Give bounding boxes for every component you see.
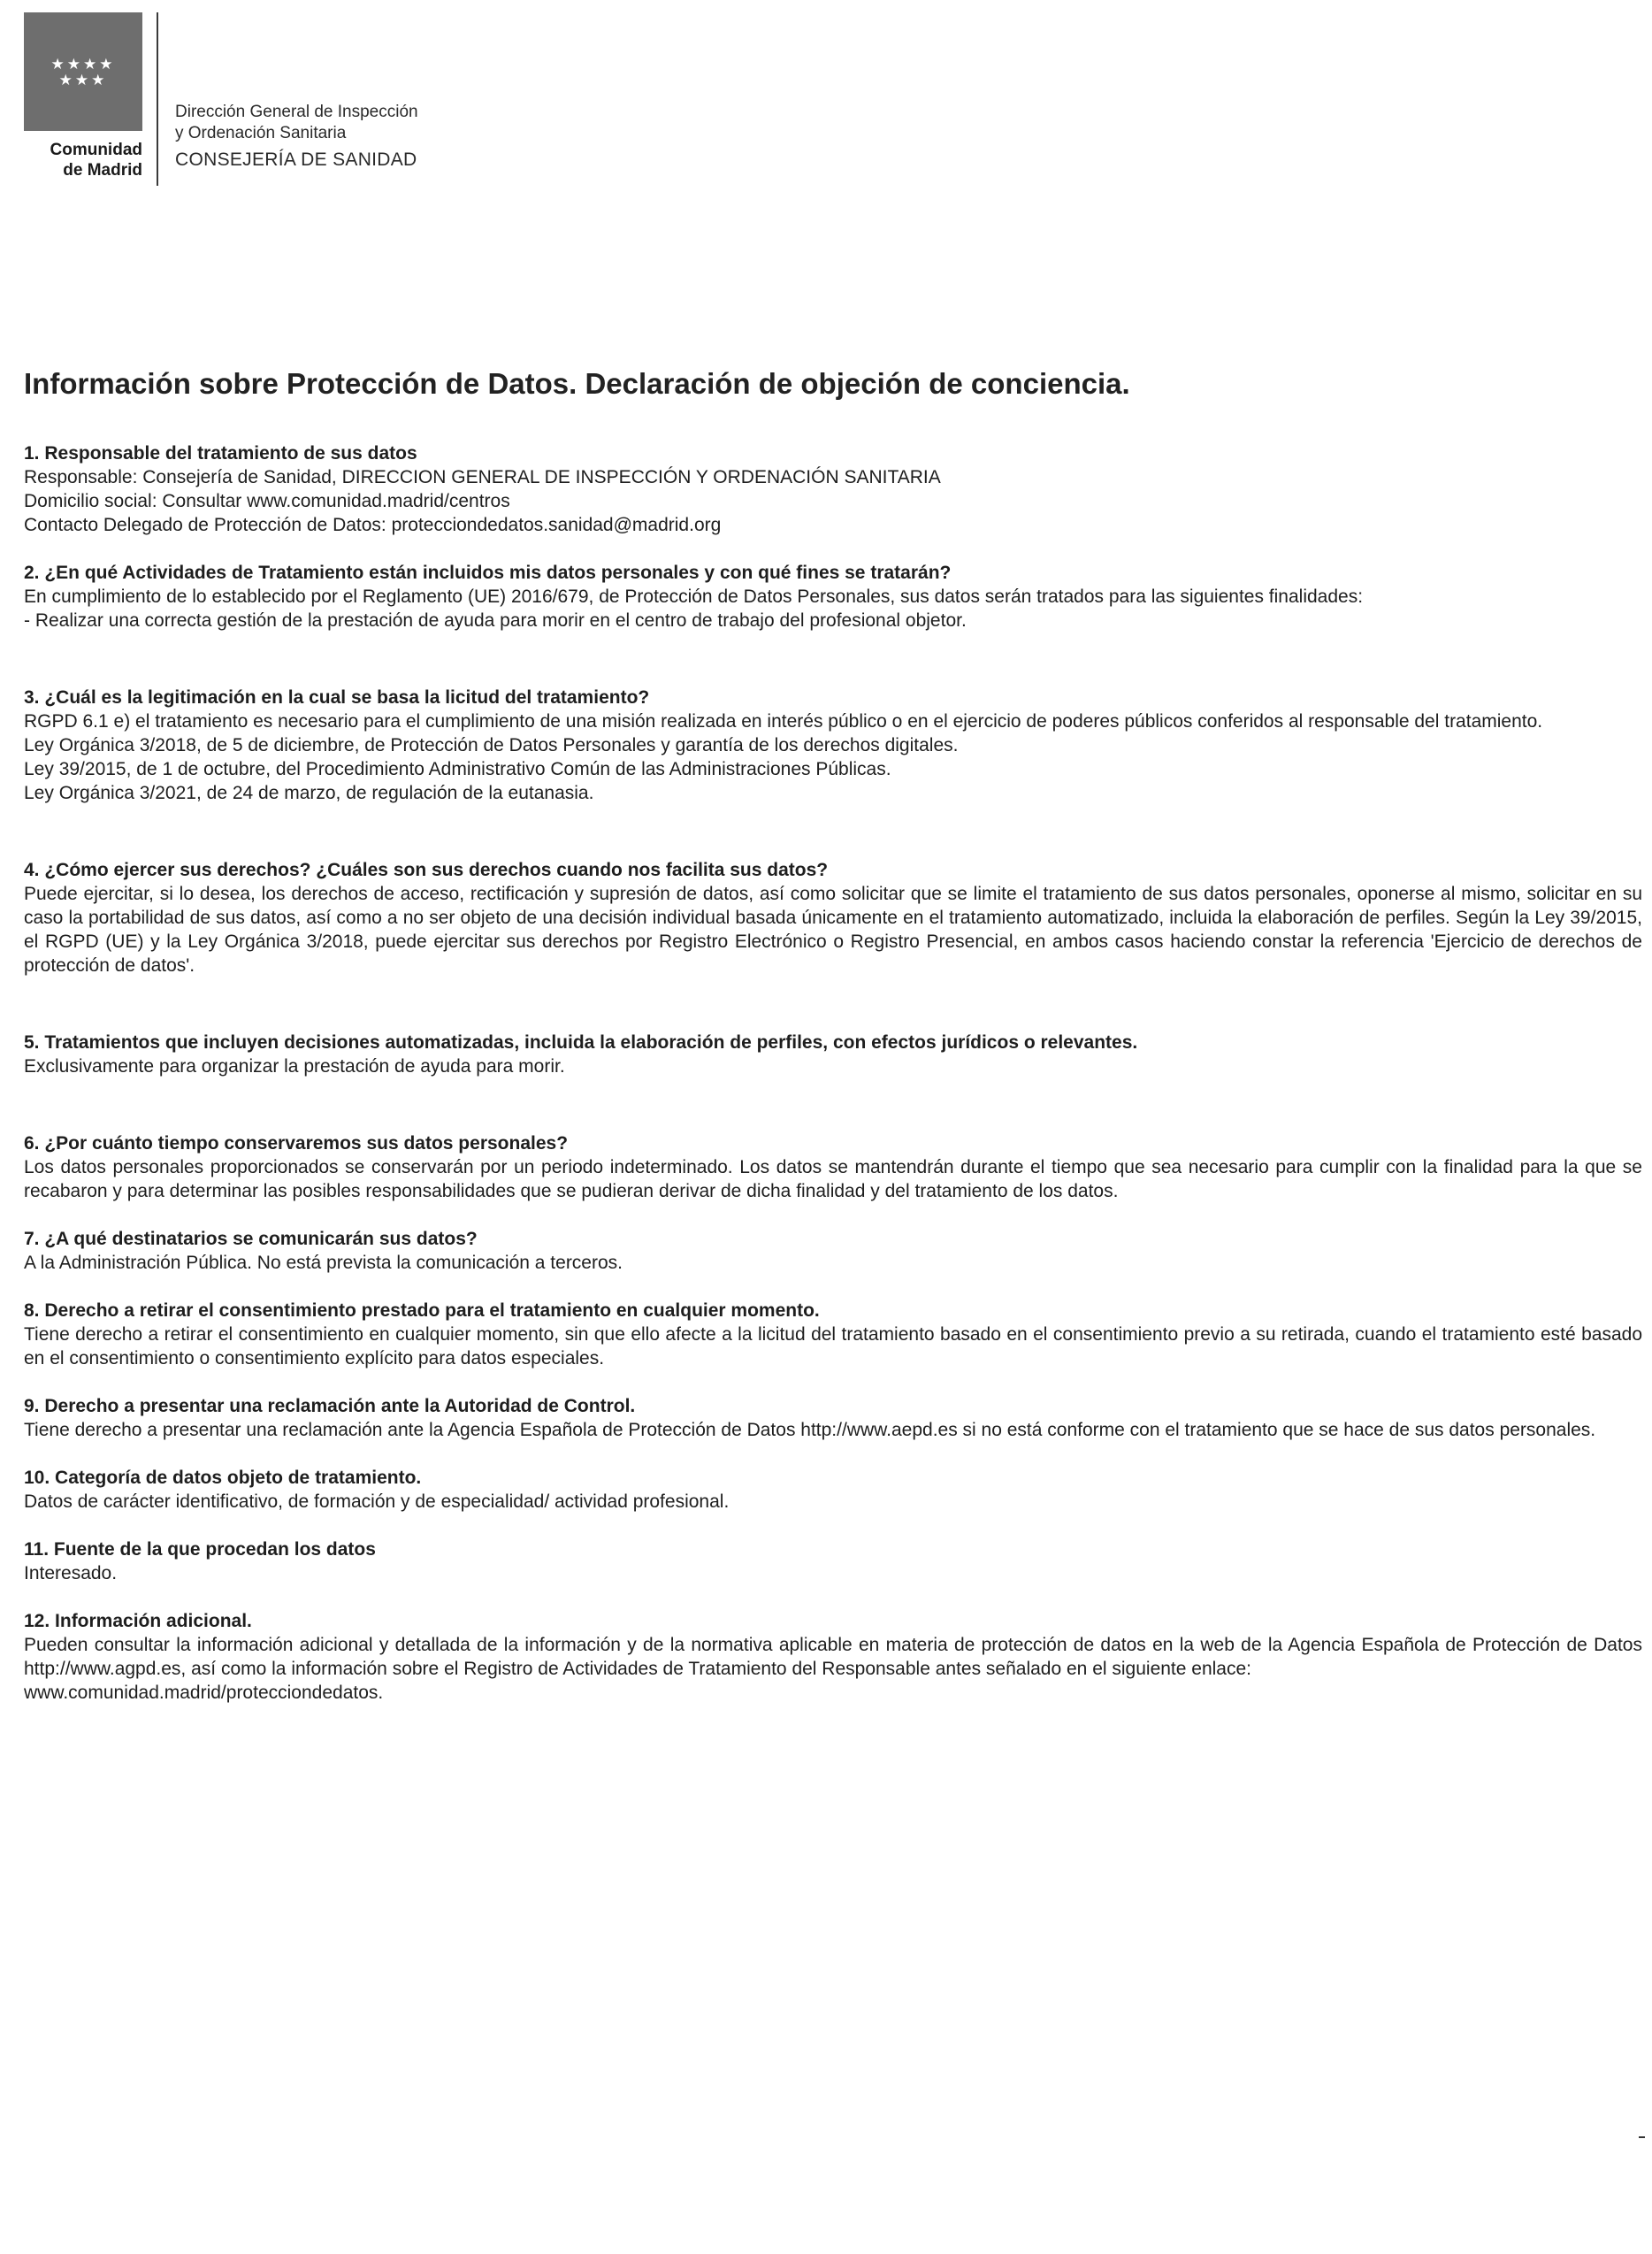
section-1 xyxy=(24,441,1642,537)
spacer xyxy=(24,805,1642,858)
section-line: Los datos personales proporcionados se conservarán por un periodo indeterminado. Los datos se mantendrán durante el tiempo que sea necesario para cumplir con la finalidad para la que se recabaron y para determinar las posibles responsabilidades que se pudieran derivar de dicha finalidad y del tratamiento de los datos. xyxy=(24,1157,1642,1201)
section-heading: 8. Derecho a retirar el consentimiento prestado para el tratamiento en cualquier momento. xyxy=(24,1300,820,1321)
section-heading: 2. ¿En qué Actividades de Tratamiento están incluidos mis datos personales y con qué fines se tratarán? xyxy=(24,563,952,583)
section-line: Tiene derecho a presentar una reclamación ante la Agencia Española de Protección de Datos http://www.aepd.es si no está conforme con el tratamiento que se hace de sus datos personales. xyxy=(24,1420,1596,1440)
section-11 xyxy=(24,1537,1642,1585)
section-line: Exclusivamente para organizar la prestación de ayuda para morir. xyxy=(24,1056,565,1077)
section-line: Domicilio social: Consultar www.comunidad.madrid/centros xyxy=(24,491,510,511)
spacer xyxy=(24,1514,1642,1537)
document-body xyxy=(24,441,1642,1705)
section-3 xyxy=(24,686,1642,805)
section-line: Ley Orgánica 3/2018, de 5 de diciembre, de Protección de Datos Personales y garantía de los derechos digitales. xyxy=(24,735,959,755)
section-heading: 5. Tratamientos que incluyen decisiones automatizadas, incluida la elaboración de perfiles, con efectos jurídicos o relevantes. xyxy=(24,1032,1138,1053)
section-heading: 4. ¿Cómo ejercer sus derechos? ¿Cuáles son sus derechos cuando nos facilita sus datos? xyxy=(24,860,829,880)
org-name xyxy=(24,140,142,180)
section-line: Datos de carácter identificativo, de formación y de especialidad/ actividad profesional. xyxy=(24,1491,730,1512)
spacer xyxy=(24,1370,1642,1394)
consejeria-name: CONSEJERÍA DE SANIDAD xyxy=(175,150,417,170)
section-12 xyxy=(24,1609,1642,1705)
section-6 xyxy=(24,1131,1642,1203)
spacer xyxy=(24,1442,1642,1466)
section-heading: 6. ¿Por cuánto tiempo conservaremos sus datos personales? xyxy=(24,1133,569,1154)
section-line: A la Administración Pública. No está prevista la comunicación a terceros. xyxy=(24,1253,623,1273)
section-heading: 3. ¿Cuál es la legitimación en la cual se basa la licitud del tratamiento? xyxy=(24,687,650,708)
section-heading: 1. Responsable del tratamiento de sus datos xyxy=(24,443,417,464)
section-5 xyxy=(24,1031,1642,1078)
section-line: Ley Orgánica 3/2021, de 24 de marzo, de regulación de la eutanasia. xyxy=(24,783,594,803)
section-line: Contacto Delegado de Protección de Datos: protecciondedatos.sanidad@madrid.org xyxy=(24,515,722,535)
section-line: En cumplimiento de lo establecido por el Reglamento (UE) 2016/679, de Protección de Datos Personales, sus datos serán tratados para las siguientes finalidades: xyxy=(24,586,1364,607)
section-2 xyxy=(24,561,1642,632)
comunidad-madrid-logo xyxy=(24,12,142,131)
data-protection-link[interactable]: www.comunidad.madrid/protecciondedatos. xyxy=(24,1683,384,1703)
section-line: Tiene derecho a retirar el consentimiento en cualquier momento, sin que ello afecte a la licitud del tratamiento basado en el consentimiento previo a su retirada, cuando el tratamiento esté basado en el consentimiento o consentimiento explícito para datos especiales. xyxy=(24,1324,1642,1368)
spacer xyxy=(24,978,1642,1031)
stars-row-1: ★★★★ xyxy=(50,56,116,73)
section-7 xyxy=(24,1227,1642,1275)
logo-stars xyxy=(24,57,142,88)
header-divider xyxy=(157,12,158,186)
spacer xyxy=(24,1585,1642,1609)
section-line: Responsable: Consejería de Sanidad, DIRECCION GENERAL DE INSPECCIÓN Y ORDENACIÓN SANITARIA xyxy=(24,467,941,487)
spacer xyxy=(24,537,1642,561)
section-heading: 12. Información adicional. xyxy=(24,1611,252,1631)
spacer xyxy=(24,1203,1642,1227)
spacer xyxy=(24,1078,1642,1131)
department-line-1: Dirección General de Inspección xyxy=(175,103,418,121)
section-heading: 10. Categoría de datos objeto de tratamiento. xyxy=(24,1468,422,1488)
section-8 xyxy=(24,1299,1642,1370)
section-heading: 9. Derecho a presentar una reclamación ante la Autoridad de Control. xyxy=(24,1396,636,1416)
page-end-mark xyxy=(1639,2136,1645,2138)
section-heading: 11. Fuente de la que procedan los datos xyxy=(24,1539,376,1560)
section-line: RGPD 6.1 e) el tratamiento es necesario para el cumplimiento de una misión realizada en interés público o en el ejercicio de poderes públicos conferidos al responsable del tratamiento. xyxy=(24,711,1543,732)
spacer xyxy=(24,632,1642,686)
section-line: Pueden consultar la información adicional y detallada de la información y de la normativa aplicable en materia de protección de datos en la web de la Agencia Española de Protección de Datos http://www.agpd.es, así como la información sobre el Registro de Actividades de Tratamiento del Responsable antes señalado en el siguiente enlace: xyxy=(24,1635,1642,1679)
spacer xyxy=(24,1275,1642,1299)
stars-row-2: ★★★ xyxy=(58,72,108,88)
org-name-line-1: Comunidad xyxy=(50,141,142,159)
section-4 xyxy=(24,858,1642,978)
section-line: Ley 39/2015, de 1 de octubre, del Procedimiento Administrativo Común de las Administraciones Públicas. xyxy=(24,759,891,779)
document-title: Información sobre Protección de Datos. Declaración de objeción de conciencia. xyxy=(24,367,1130,400)
section-9 xyxy=(24,1394,1642,1442)
section-10 xyxy=(24,1466,1642,1514)
department-line-2: y Ordenación Sanitaria xyxy=(175,124,347,142)
section-heading: 7. ¿A qué destinatarios se comunicarán sus datos? xyxy=(24,1229,478,1249)
section-line: Puede ejercitar, si lo desea, los derechos de acceso, rectificación y supresión de datos, así como solicitar que se limite el tratamiento de sus datos personales, oponerse al mismo, solicitar en su caso la portabilidad de sus datos, así como a no ser objeto de una decisión individual basada únicamente en el tratamiento automatizado, incluida la elaboración de perfiles. Según la Ley 39/2015, el RGPD (UE) y la Ley Orgánica 3/2018, puede ejercitar sus derechos por Registro Electrónico o Registro Presencial, en ambos casos haciendo constar la referencia 'Ejercicio de derechos de protección de datos'. xyxy=(24,884,1642,976)
section-line: - Realizar una correcta gestión de la prestación de ayuda para morir en el centro de trabajo del profesional objetor. xyxy=(24,610,967,631)
org-name-line-2: de Madrid xyxy=(63,161,142,180)
department-block xyxy=(175,102,418,171)
section-line: Interesado. xyxy=(24,1563,118,1583)
